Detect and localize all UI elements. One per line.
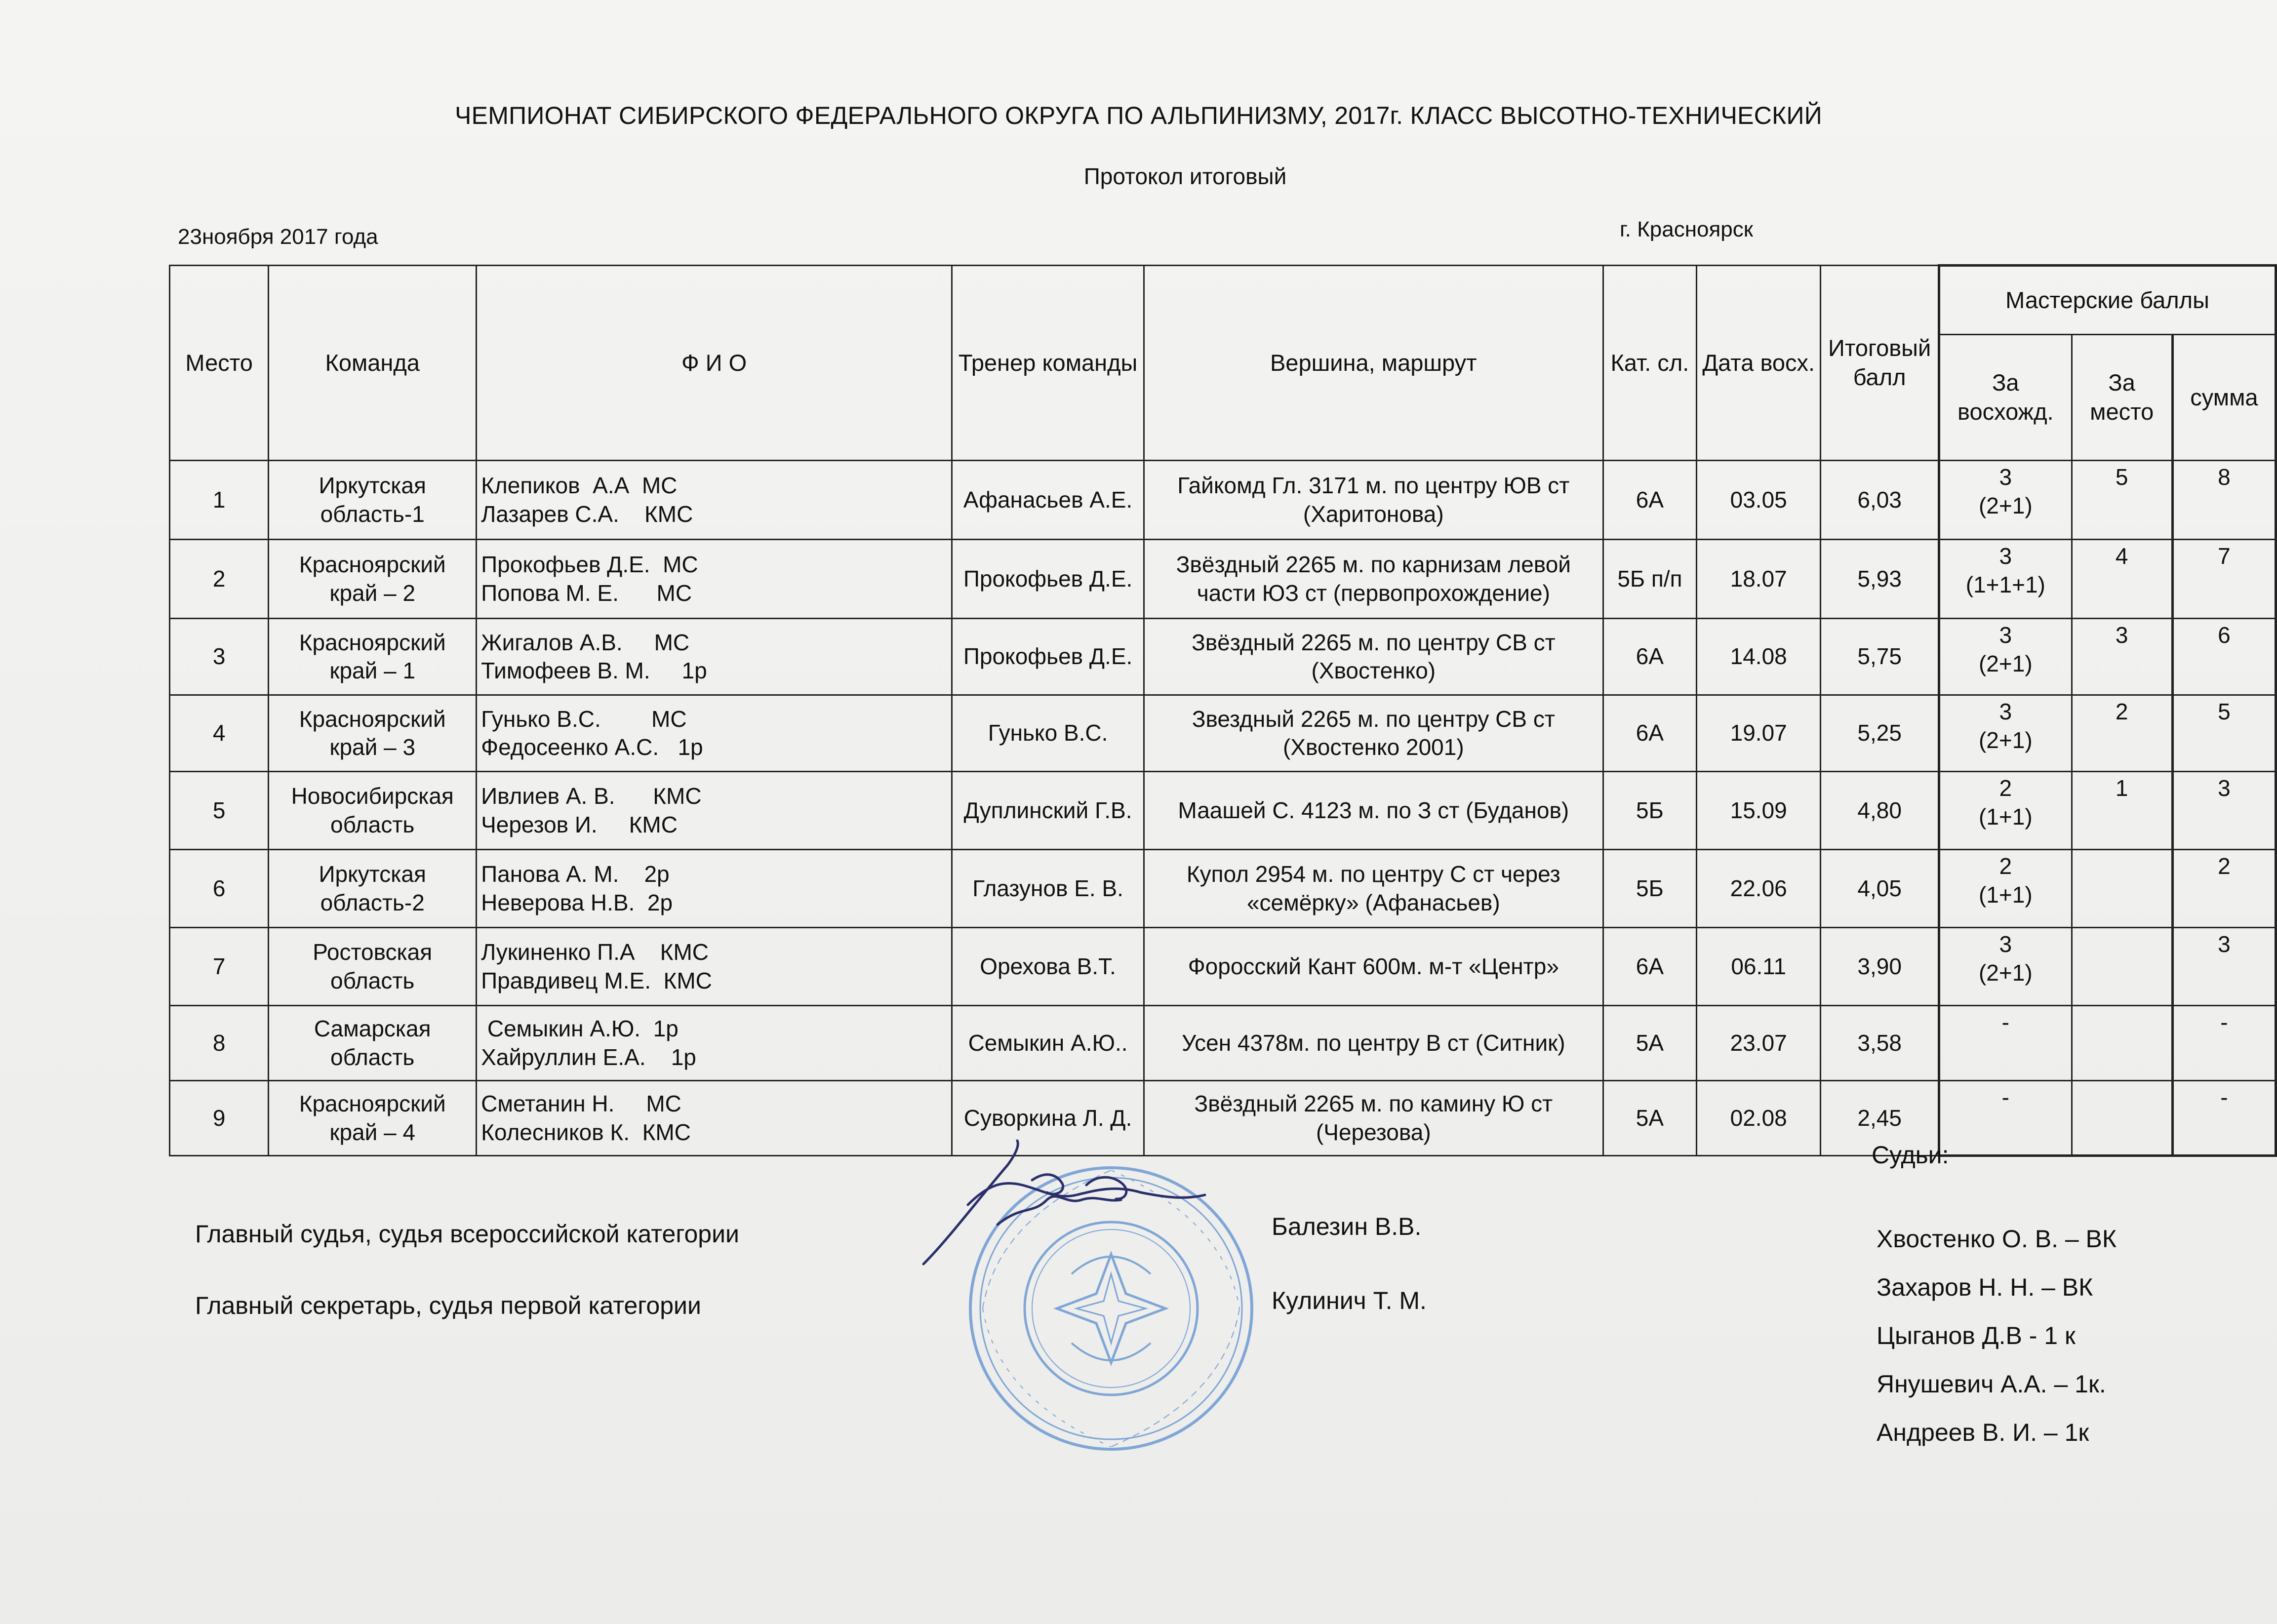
place-cell: 8 [170, 1006, 269, 1081]
ascent-cell [1939, 461, 2072, 540]
judge-item: Андреев В. И. – 1к [1877, 1419, 2089, 1446]
for-place-cell: 1 [2072, 772, 2172, 850]
fio-cell: Прокофьев Д.Е. МС Попова М. Е. МС [477, 540, 952, 619]
fio-cell: Клепиков А.А МС Лазарев С.А. КМС [477, 461, 952, 540]
header-master-points: Мастерские баллы [1939, 266, 2276, 335]
date-cell: 22.06 [1697, 850, 1821, 928]
judge-item: Захаров Н. Н. – ВК [1877, 1273, 2093, 1301]
document-subtitle: Протокол итоговый [1083, 163, 1287, 189]
category-cell: 5А [1603, 1081, 1697, 1156]
category-cell: 6А [1603, 695, 1697, 772]
chief-secretary-label: Главный секретарь, судья первой категории [195, 1292, 701, 1319]
fio-cell: Семыкин А.Ю. 1р Хайруллин Е.А. 1р [477, 1006, 952, 1081]
table-row [170, 772, 2276, 850]
for-place-cell [2072, 928, 2172, 1006]
ascent-breakdown: (1+1) [1978, 803, 2033, 830]
document-title: ЧЕМПИОНАТ СИБИРСКОГО ФЕДЕРАЛЬНОГО ОКРУГА ПО АЛЬПИНИЗМУ, 2017г. КЛАСС ВЫСОТНО-ТЕХНИЧЕСКИЙ [454, 102, 1823, 129]
table-row [170, 1006, 2276, 1081]
judge-item: Янушевич А.А. – 1к. [1877, 1370, 2106, 1398]
place-cell: 9 [170, 1081, 269, 1156]
sum-cell: 3 [2172, 772, 2276, 850]
ascent-cell [1939, 928, 2072, 1006]
route-cell: Звёздный 2265 м. по камину Ю ст (Черезова) [1144, 1081, 1603, 1156]
score-cell: 5,75 [1821, 619, 1939, 695]
document-date: 23ноября 2017 года [178, 225, 378, 249]
ascent-cell [1939, 1081, 2072, 1156]
place-cell: 5 [170, 772, 269, 850]
ascent-breakdown: (2+1) [1978, 650, 2033, 676]
place-cell: 6 [170, 850, 269, 928]
team-cell: Ростовская область [269, 928, 477, 1006]
route-cell: Купол 2954 м. по центру С ст через «семёрку» (Афанасьев) [1144, 850, 1603, 928]
place-cell: 7 [170, 928, 269, 1006]
coach-cell: Афанасьев А.Е. [952, 461, 1144, 540]
signature-icon [909, 1126, 1215, 1274]
route-cell: Звёздный 2265 м. по центру СВ ст (Хвостенко) [1144, 619, 1603, 695]
table-header-row [170, 266, 2276, 335]
date-cell: 23.07 [1697, 1006, 1821, 1081]
ascent-cell [1939, 540, 2072, 619]
score-cell: 4,80 [1821, 772, 1939, 850]
chief-secretary-name: Кулинич Т. М. [1272, 1287, 1427, 1314]
document-city: г. Красноярск [1620, 217, 1754, 241]
header-for-ascent: За восхожд. [1939, 335, 2072, 461]
place-cell: 3 [170, 619, 269, 695]
team-cell: Красноярский край – 3 [269, 695, 477, 772]
header-for-place: За место [2072, 335, 2172, 461]
route-cell: Форосский Кант 600м. м-т «Центр» [1144, 928, 1603, 1006]
sum-cell: 8 [2172, 461, 2276, 540]
coach-cell: Глазунов Е. В. [952, 850, 1144, 928]
date-cell: 02.08 [1697, 1081, 1821, 1156]
sum-cell: 6 [2172, 619, 2276, 695]
chief-judge-label: Главный судья, судья всероссийской категории [195, 1220, 739, 1248]
score-cell: 3,58 [1821, 1006, 1939, 1081]
team-cell: Иркутская область-2 [269, 850, 477, 928]
coach-cell: Орехова В.Т. [952, 928, 1144, 1006]
sum-cell: 3 [2172, 928, 2276, 1006]
fio-cell: Жигалов А.В. МС Тимофеев В. М. 1р [477, 619, 952, 695]
team-cell: Красноярский край – 4 [269, 1081, 477, 1156]
score-cell: 3,90 [1821, 928, 1939, 1006]
ascent-cell [1939, 619, 2072, 695]
ascent-cell [1939, 850, 2072, 928]
sum-cell: 7 [2172, 540, 2276, 619]
ascent-points: 3 [1999, 622, 2012, 648]
sum-cell: - [2172, 1081, 2276, 1156]
coach-cell: Семыкин А.Ю.. [952, 1006, 1144, 1081]
coach-cell: Дуплинский Г.В. [952, 772, 1144, 850]
ascent-breakdown: (2+1) [1978, 492, 2033, 518]
score-cell: 2,45 [1821, 1081, 1939, 1156]
coach-cell: Гунько В.С. [952, 695, 1144, 772]
judge-item: Цыганов Д.В - 1 к [1877, 1322, 2076, 1349]
header-category: Кат. сл. [1603, 266, 1697, 461]
category-cell: 5Б п/п [1603, 540, 1697, 619]
sum-cell: 5 [2172, 695, 2276, 772]
ascent-breakdown: (1+1) [1978, 881, 2033, 908]
ascent-breakdown: (2+1) [1978, 959, 2033, 986]
for-place-cell [2072, 1006, 2172, 1081]
fio-cell: Ивлиев А. В. КМС Черезов И. КМС [477, 772, 952, 850]
chief-judge-name: Балезин В.В. [1272, 1213, 1422, 1240]
fio-cell: Лукиненко П.А КМС Правдивец М.Е. КМС [477, 928, 952, 1006]
ascent-cell [1939, 695, 2072, 772]
table-row [170, 928, 2276, 1006]
route-cell: Гайкомд Гл. 3171 м. по центру ЮВ ст (Харитонова) [1144, 461, 1603, 540]
date-cell: 19.07 [1697, 695, 1821, 772]
results-table [169, 264, 2277, 1157]
ascent-points: 3 [1999, 543, 2012, 569]
header-sum: сумма [2172, 335, 2276, 461]
date-cell: 06.11 [1697, 928, 1821, 1006]
ascent-breakdown: (1+1+1) [1965, 571, 2045, 597]
team-cell: Иркутская область-1 [269, 461, 477, 540]
ascent-cell [1939, 772, 2072, 850]
team-cell: Самарская область [269, 1006, 477, 1081]
coach-cell: Суворкина Л. Д. [952, 1081, 1144, 1156]
header-coach: Тренер команды [952, 266, 1144, 461]
fio-cell: Гунько В.С. МС Федосеенко А.С. 1р [477, 695, 952, 772]
ascent-points: 3 [1999, 464, 2012, 490]
team-cell: Красноярский край – 1 [269, 619, 477, 695]
category-cell: 6А [1603, 461, 1697, 540]
table-row [170, 619, 2276, 695]
coach-cell: Прокофьев Д.Е. [952, 540, 1144, 619]
table-row [170, 461, 2276, 540]
header-team: Команда [269, 266, 477, 461]
score-cell: 5,25 [1821, 695, 1939, 772]
score-cell: 6,03 [1821, 461, 1939, 540]
route-cell: Маашей С. 4123 м. по З ст (Буданов) [1144, 772, 1603, 850]
category-cell: 6А [1603, 928, 1697, 1006]
route-cell: Звёздный 2265 м. по карнизам левой части ЮЗ ст (первопрохождение) [1144, 540, 1603, 619]
for-place-cell: 5 [2072, 461, 2172, 540]
header-fio: Ф И О [477, 266, 952, 461]
score-cell: 4,05 [1821, 850, 1939, 928]
results-body [170, 461, 2276, 1156]
for-place-cell: 2 [2072, 695, 2172, 772]
table-row [170, 850, 2276, 928]
header-place: Место [170, 266, 269, 461]
category-cell: 5Б [1603, 850, 1697, 928]
for-place-cell: 3 [2072, 619, 2172, 695]
fio-cell: Панова А. М. 2р Неверова Н.В. 2р [477, 850, 952, 928]
judges-list [1877, 1215, 2117, 1457]
date-cell: 03.05 [1697, 461, 1821, 540]
category-cell: 5Б [1603, 772, 1697, 850]
fio-cell: Сметанин Н. МС Колесников К. КМС [477, 1081, 952, 1156]
ascent-points: - [2001, 1009, 2009, 1035]
place-cell: 4 [170, 695, 269, 772]
category-cell: 6А [1603, 619, 1697, 695]
for-place-cell: 4 [2072, 540, 2172, 619]
table-row [170, 695, 2276, 772]
category-cell: 5А [1603, 1006, 1697, 1081]
date-cell: 14.08 [1697, 619, 1821, 695]
score-cell: 5,93 [1821, 540, 1939, 619]
table-row [170, 540, 2276, 619]
date-cell: 18.07 [1697, 540, 1821, 619]
table-row [170, 1081, 2276, 1156]
sum-cell: 2 [2172, 850, 2276, 928]
ascent-points: 2 [1999, 853, 2012, 879]
sum-cell: - [2172, 1006, 2276, 1081]
ascent-breakdown: (2+1) [1978, 727, 2033, 753]
judge-item: Хвостенко О. В. – ВК [1877, 1225, 2117, 1253]
ascent-points: 2 [1999, 775, 2012, 801]
date-cell: 15.09 [1697, 772, 1821, 850]
team-cell: Красноярский край – 2 [269, 540, 477, 619]
coach-cell: Прокофьев Д.Е. [952, 619, 1144, 695]
place-cell: 2 [170, 540, 269, 619]
header-score: Итоговый балл [1821, 266, 1939, 461]
ascent-cell [1939, 1006, 2072, 1081]
route-cell: Звездный 2265 м. по центру СВ ст (Хвостенко 2001) [1144, 695, 1603, 772]
for-place-cell [2072, 1081, 2172, 1156]
header-date: Дата восх. [1697, 266, 1821, 461]
ascent-points: 3 [1999, 699, 2012, 724]
route-cell: Усен 4378м. по центру В ст (Ситник) [1144, 1006, 1603, 1081]
judges-title: Судьи: [1872, 1141, 1949, 1169]
header-route: Вершина, маршрут [1144, 266, 1603, 461]
team-cell: Новосибирская область [269, 772, 477, 850]
ascent-points: - [2001, 1084, 2009, 1110]
ascent-points: 3 [1999, 931, 2012, 957]
place-cell: 1 [170, 461, 269, 540]
for-place-cell [2072, 850, 2172, 928]
